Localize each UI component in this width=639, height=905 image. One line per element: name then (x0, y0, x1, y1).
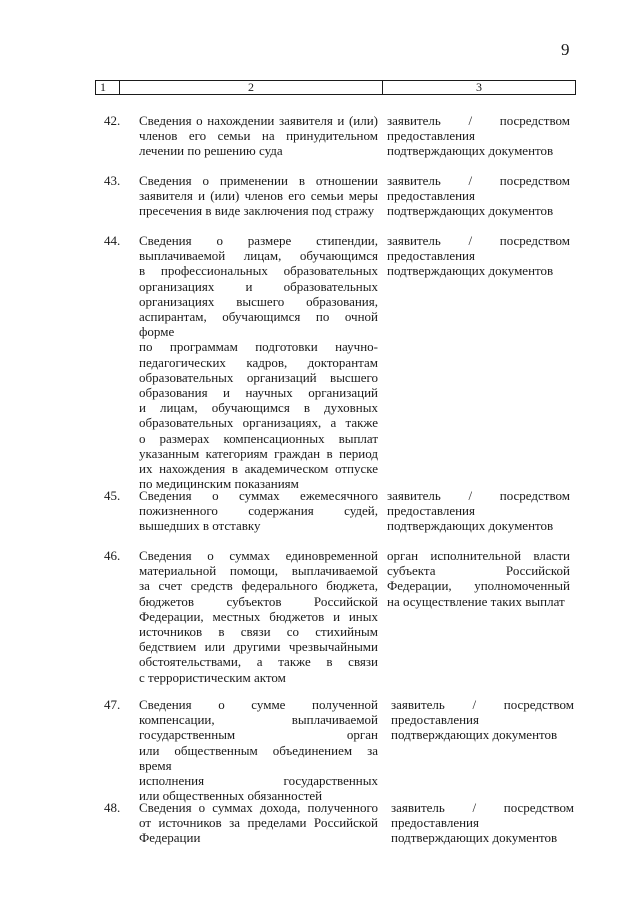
text-line: Федерации, местных бюджетов и иных (139, 608, 378, 624)
info-description (139, 173, 378, 219)
text-line: заявитель / посредством (391, 800, 574, 815)
text-line: по медицинским показаниям (139, 476, 299, 492)
text-line: заявителя и (или) членов его семьи меры (139, 188, 378, 204)
text-line: Сведения о суммах единовременной (139, 548, 378, 563)
text-line: Сведения о суммах ежемесячного (139, 488, 378, 503)
text-line: материальной помощи, выплачиваемой (139, 563, 378, 579)
text-line: педагогических кадров, докторантам (139, 354, 378, 370)
text-line: членов его семьи на принудительном (139, 128, 378, 144)
page-number: 9 (561, 40, 570, 59)
text-line: выплачиваемой лицам, обучающимся (139, 248, 378, 264)
info-provider (387, 548, 570, 609)
text-line: предоставления (391, 712, 479, 728)
text-line: предоставления (387, 503, 475, 519)
text-line: пожизненного содержания судей, (139, 503, 378, 519)
info-description (139, 113, 378, 159)
text-line: аспирантам, обучающимся по очной форме (139, 309, 378, 340)
text-line: Федерации, уполномоченный (387, 578, 570, 594)
text-line: по программам подготовки научно- (139, 339, 378, 355)
text-line: организациях и образовательных (139, 278, 378, 294)
text-line: заявитель / посредством (391, 697, 574, 712)
header-col-2: 2 (120, 81, 383, 94)
text-line: в профессиональных образовательных (139, 263, 378, 279)
text-line: или общественным объединением за время (139, 742, 378, 773)
info-provider (387, 173, 570, 219)
header-col-3: 3 (476, 80, 482, 94)
text-line: пресечения в виде заключения под стражу (139, 203, 375, 219)
text-line: образования и научных организаций (139, 385, 378, 401)
row-number: 44. (104, 233, 121, 248)
info-provider (387, 488, 570, 534)
text-line: Сведения о суммах дохода, полученного (139, 800, 378, 815)
text-line: бедствием или другими чрезвычайными (139, 639, 378, 655)
text-line: с террористическим актом (139, 669, 286, 685)
text-line: предоставления (387, 248, 475, 264)
text-line: предоставления (391, 815, 479, 831)
text-line: подтверждающих документов (387, 143, 554, 159)
text-line: предоставления (387, 188, 475, 204)
row-number: 43. (104, 173, 121, 188)
text-line: бюджетов субъектов Российской (139, 593, 378, 609)
text-line: государственным орган (139, 727, 378, 743)
text-line: источников в связи со стихийным (139, 624, 378, 640)
text-line: предоставления (387, 128, 475, 144)
text-line: обстоятельствами, а также в связи (139, 654, 378, 670)
text-line: за счет средств федерального бюджета, (139, 578, 378, 594)
info-provider (387, 233, 570, 279)
text-line: их нахождения в академическом отпуске (139, 461, 378, 477)
text-line: Сведения о применении в отношении (139, 173, 378, 188)
info-provider (391, 800, 574, 846)
text-line: Сведения о нахождении заявителя и (или) (139, 113, 378, 128)
text-line: заявитель / посредством (387, 113, 570, 128)
info-provider (391, 697, 574, 743)
row-number: 47. (104, 697, 121, 712)
row-number: 42. (104, 113, 121, 128)
text-line: подтверждающих документов (387, 263, 554, 279)
text-line: орган исполнительной власти (387, 548, 570, 563)
row-number: 46. (104, 548, 121, 563)
text-line: образовательных организациях, а также (139, 415, 378, 431)
info-description (139, 697, 378, 803)
header-col-1: 1 (96, 81, 120, 94)
text-line: на осуществление таких выплат (387, 593, 565, 609)
text-line: Федерации (139, 830, 201, 846)
info-provider (387, 113, 570, 159)
text-line: Сведения о размере стипендии, (139, 233, 378, 248)
text-line: организациях высшего образования, (139, 293, 378, 309)
text-line: исполнения государственных (139, 773, 378, 789)
row-number: 48. (104, 800, 121, 815)
text-line: или общественных обязанностей (139, 788, 323, 804)
text-line: от источников за пределами Российской (139, 815, 378, 831)
text-line: вышедших в отставку (139, 518, 261, 534)
text-line: заявитель / посредством (387, 488, 570, 503)
text-line: лечении по решению суда (139, 143, 283, 159)
info-description (139, 800, 378, 846)
text-line: и лицам, обучающимся в духовных (139, 400, 378, 416)
text-line: заявитель / посредством (387, 173, 570, 188)
text-line: подтверждающих документов (391, 727, 558, 743)
text-line: субъекта Российской (387, 563, 570, 579)
text-line: подтверждающих документов (387, 203, 554, 219)
text-line: о размерах компенсационных выплат (139, 430, 378, 446)
text-line: заявитель / посредством (387, 233, 570, 248)
text-line: подтверждающих документов (391, 830, 558, 846)
info-description (139, 233, 378, 491)
row-number: 45. (104, 488, 121, 503)
text-line: Сведения о сумме полученной (139, 697, 378, 712)
table-header (95, 80, 576, 95)
text-line: компенсации, выплачиваемой (139, 712, 378, 728)
text-line: образовательных организаций высшего (139, 369, 378, 385)
text-line: подтверждающих документов (387, 518, 554, 534)
text-line: указанным категориям граждан в период (139, 445, 378, 461)
info-description (139, 488, 378, 534)
info-description (139, 548, 378, 685)
